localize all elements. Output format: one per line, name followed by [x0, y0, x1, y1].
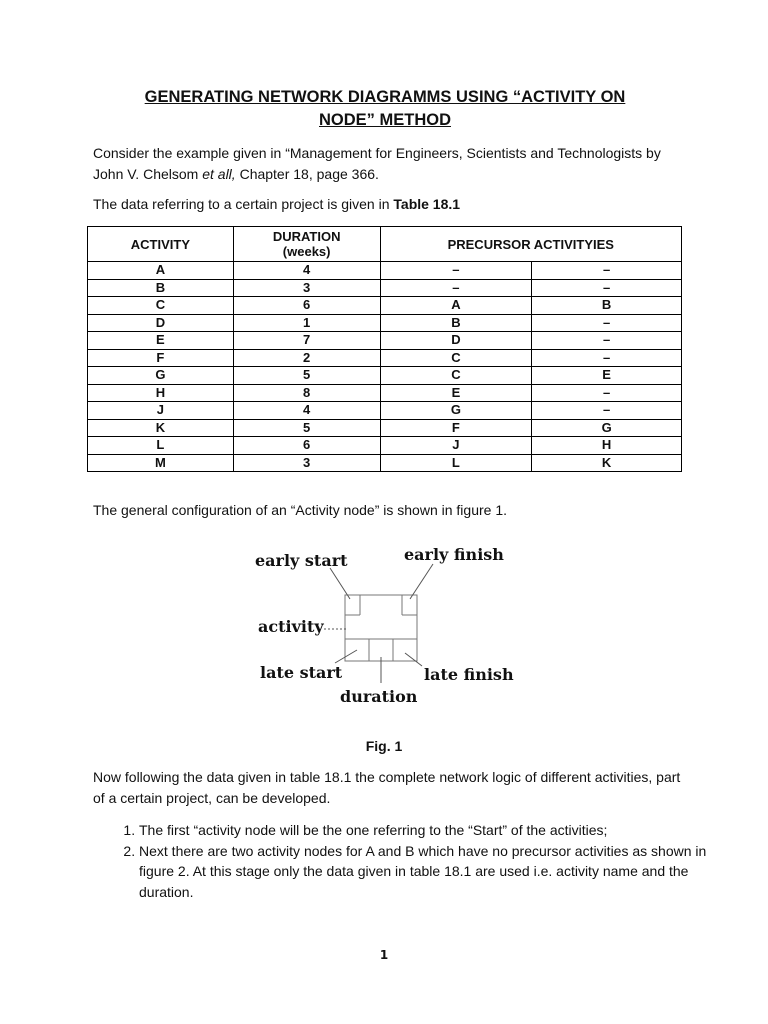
cell-pre1: J	[380, 437, 532, 455]
table-ref: Table 18.1	[393, 196, 461, 212]
cell-pre1: –	[380, 279, 532, 297]
header-duration-unit: (weeks)	[282, 244, 331, 259]
cell-activity: C	[88, 297, 234, 315]
cell-pre2: E	[532, 367, 682, 385]
intro-text: Consider the example given in “Management for Engineers, Scientists and Technologists by John V. Chelsom	[93, 145, 661, 182]
cell-pre2: –	[532, 314, 682, 332]
header-activity: ACTIVITY	[88, 227, 234, 262]
cell-activity: E	[88, 332, 234, 350]
cell-pre1: L	[380, 454, 532, 472]
cell-pre2: K	[532, 454, 682, 472]
cell-pre2: G	[532, 419, 682, 437]
cell-pre2: –	[532, 279, 682, 297]
cell-duration: 3	[233, 279, 380, 297]
cell-duration: 8	[233, 384, 380, 402]
cell-pre2: –	[532, 332, 682, 350]
cell-duration: 5	[233, 367, 380, 385]
cell-pre2: –	[532, 402, 682, 420]
cell-duration: 1	[233, 314, 380, 332]
cell-activity: D	[88, 314, 234, 332]
activity-node-figure	[250, 540, 514, 710]
table-row	[88, 437, 682, 455]
cell-activity: F	[88, 349, 234, 367]
cell-duration: 3	[233, 454, 380, 472]
cell-pre2: –	[532, 384, 682, 402]
table-row	[88, 279, 682, 297]
cell-duration: 7	[233, 332, 380, 350]
steps-list	[93, 820, 719, 902]
cell-activity: J	[88, 402, 234, 420]
cell-pre2: –	[532, 262, 682, 280]
duration-label: duration	[340, 687, 418, 706]
table-row	[88, 314, 682, 332]
cell-pre1: F	[380, 419, 532, 437]
header-duration	[233, 227, 380, 262]
table-header-row	[88, 227, 682, 262]
table-row	[88, 332, 682, 350]
early-finish-pointer	[410, 564, 433, 599]
cell-pre2: –	[532, 349, 682, 367]
header-precursor: PRECURSOR ACTIVITYIES	[380, 227, 681, 262]
table-row	[88, 419, 682, 437]
list-item: 1. The first “activity node will be the one referring to the “Start” of the activities;	[139, 820, 719, 841]
cell-activity: H	[88, 384, 234, 402]
table-body	[88, 262, 682, 472]
early-finish-label: early finish	[404, 545, 504, 564]
cell-pre2: B	[532, 297, 682, 315]
list-item: 2. Next there are two activity nodes for A and B which have no precursor activities as shown in figure 2. At this stage only the data given in table 18.1 are used i.e. activity name and the duration.	[139, 841, 719, 903]
cell-pre1: D	[380, 332, 532, 350]
cell-activity: M	[88, 454, 234, 472]
late-finish-pointer	[405, 653, 422, 666]
late-start-label: late start	[260, 663, 343, 682]
activity-label: activity	[258, 617, 324, 636]
table-row	[88, 367, 682, 385]
late-finish-label: late finish	[424, 665, 514, 684]
table-row	[88, 297, 682, 315]
cell-activity: L	[88, 437, 234, 455]
cell-duration: 4	[233, 402, 380, 420]
intro-text-end: Chapter 18, page 366.	[235, 166, 379, 182]
intro-italic: et all,	[202, 166, 236, 182]
cell-pre2: H	[532, 437, 682, 455]
table-row	[88, 349, 682, 367]
table-intro	[93, 194, 693, 215]
cell-pre1: C	[380, 349, 532, 367]
cell-pre1: –	[380, 262, 532, 280]
page-title	[90, 86, 680, 132]
cell-duration: 5	[233, 419, 380, 437]
cell-pre1: B	[380, 314, 532, 332]
table-row	[88, 402, 682, 420]
activity-table	[87, 226, 682, 472]
config-paragraph: The general configuration of an “Activity node” is shown in figure 1.	[93, 502, 508, 518]
figure-caption: Fig. 1	[365, 738, 403, 754]
cell-pre1: E	[380, 384, 532, 402]
following-paragraph: Now following the data given in table 18.1 the complete network logic of different activities, part of a certain project, can be developed.	[93, 769, 681, 806]
page-number: 1	[379, 948, 389, 962]
cell-pre1: G	[380, 402, 532, 420]
early-start-label: early start	[255, 551, 348, 570]
cell-duration: 4	[233, 262, 380, 280]
table-row	[88, 262, 682, 280]
cell-pre1: A	[380, 297, 532, 315]
intro-paragraph	[93, 143, 693, 185]
cell-pre1: C	[380, 367, 532, 385]
table-intro-text: The data referring to a certain project is given in	[93, 196, 394, 212]
title-line-2: NODE” METHOD	[319, 111, 451, 129]
cell-activity: B	[88, 279, 234, 297]
cell-duration: 6	[233, 437, 380, 455]
table-row	[88, 454, 682, 472]
cell-activity: K	[88, 419, 234, 437]
cell-activity: G	[88, 367, 234, 385]
cell-duration: 2	[233, 349, 380, 367]
header-duration-label: DURATION	[272, 229, 341, 244]
cell-activity: A	[88, 262, 234, 280]
title-line-1: GENERATING NETWORK DIAGRAMMS USING “ACTIVITY ON	[144, 88, 626, 106]
early-start-pointer	[330, 568, 350, 599]
table-row	[88, 384, 682, 402]
cell-duration: 6	[233, 297, 380, 315]
